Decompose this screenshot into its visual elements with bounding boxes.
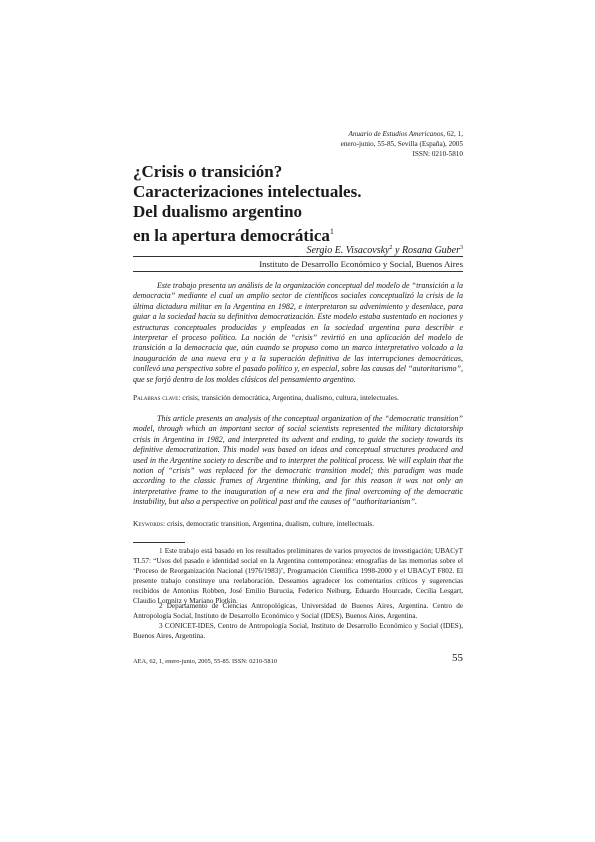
page-number: 55 <box>452 652 463 664</box>
journal-citation <box>243 129 463 159</box>
title-line-1: ¿Crisis o transición? <box>133 162 283 181</box>
journal-citation-line2: enero-junio, 55-85, Sevilla (España), 2005 <box>340 140 463 148</box>
keywords-english-text: crisis, democratic transition, Argentina, dualism, culture, intellectuals. <box>165 519 375 528</box>
institute-top-divider <box>133 256 463 257</box>
keywords-spanish <box>133 393 463 403</box>
article-title <box>133 162 463 246</box>
title-footnote-mark[interactable]: 1 <box>329 227 334 236</box>
keywords-spanish-label: Palabras clave: <box>133 393 181 402</box>
footnote-divider <box>133 542 185 543</box>
journal-issn: ISSN: 0210-5810 <box>412 150 463 158</box>
journal-volume: , 62, 1, <box>443 130 463 138</box>
author-1: Sergio E. Visacovsky <box>306 245 390 256</box>
keywords-english <box>133 519 463 529</box>
title-line-2: Caracterizaciones intelectuales. <box>133 182 362 201</box>
journal-name: Anuario de Estudios Americanos <box>348 130 444 138</box>
footnote-2: 2 Departamento de Ciencias Antropológicas, Universidad de Buenos Aires, Argentina. Centro de Antropología Social, Instituto de Desarrollo Económico y Social (IDES), Buenos Aires, Argentina. <box>133 602 463 620</box>
footnote-1: 1 Este trabajo está basado en los resultados preliminares de varios proyectos de investigación; UBACyT TL57: “Usos del pasado e identidad social en la Argentina contemporánea: etnografías de las memorias sobre el ‘Proceso de Reorganización Nacional (1976/1983)’, Programación Científica 1998-2000 y el UBACyT F802. El presente trabajo constituye una reelaboración. Deseamos agradecer los comentarios críticos y sugerencias recibidos de Antonius Robben, José Emilio Burucúa, Federico Neiburg, Eduardo Hourcade, Cecilia Lesgart, Claudio Lomnitz y Mariano Plotkin. <box>133 547 463 605</box>
footer-citation: AEA, 62, 1, enero-junio, 2005, 55-85. ISSN: 0210-5810 <box>133 658 277 665</box>
author-2-footnote-mark[interactable]: 3 <box>460 245 463 251</box>
abstract-spanish: Este trabajo presenta un análisis de la organización conceptual del modelo de “transición a la democracia” mediante el cual un amplio sector de científicos sociales conceptualizó la crisis de la última dictadura militar en la Argentina en 1982, e interpretaron su advenimiento y desenlace, para guiar a la sociedad hacia su definitiva democratización. Este modelo estaba sustentado en nociones y estructuras conceptuales producidas y empleadas en la sociedad argentina para describir e interpretar el proceso político. La noción de “crisis” revirtió en una aplicación del modelo de transición a la democracia que, aún cuando se propuso como un marco interpretativo volcado a la inauguración de una nueva era y a la superación definitiva de las interrupciones democráticas, conllevó una perspectiva sobre el pasado político y, en especial, sobre las causas del “autoritarismo”, que se forjó dentro de los moldes clásicos del pensamiento argentino. <box>133 281 463 384</box>
title-line-3: Del dualismo argentino <box>133 202 303 221</box>
author-connector: y <box>392 245 402 256</box>
author-2: Rosana Guber <box>401 245 460 256</box>
keywords-english-label: Keywords: <box>133 519 166 528</box>
authors <box>163 242 463 257</box>
journal-citation-line1 <box>243 129 463 139</box>
institute-bottom-divider <box>133 271 463 272</box>
author-1-footnote-mark[interactable]: 2 <box>389 245 393 251</box>
footnote-3: 3 CONICET-IDES, Centro de Antropología Social, Instituto de Desarrollo Económico y Social (IDES), Buenos Aires, Argentina. <box>133 622 463 640</box>
title-line-4-text: en la apertura democrática <box>133 226 330 245</box>
keywords-spanish-text: crisis, transición democrática, Argentina, dualismo, cultura, intelectuales. <box>180 393 399 402</box>
abstract-english: This article presents an analysis of the conceptual organization of the “democratic transition” model, through which an important sector of social scientists represented the military dictatorship crisis in Argentina in 1982, and interpreted its advent and ending, to guide the society towards its definitive democratization. This model was based on ideas and conceptual structures produced and used in the Argentine society to describe and to interpret the political process. We will explain that the notion of “crisis” was replaced for the democratic transition model; this paradigm was made according to the classic frames of Argentine thinking, and for this reason it was not only an interpretative frame to the inauguration of a new era and the final overcoming of the democratic instability, but also a perspective on political past and the causes of “authoritarianism”. <box>133 414 463 507</box>
institute-affiliation: Instituto de Desarrollo Económico y Social, Buenos Aires <box>259 259 463 269</box>
